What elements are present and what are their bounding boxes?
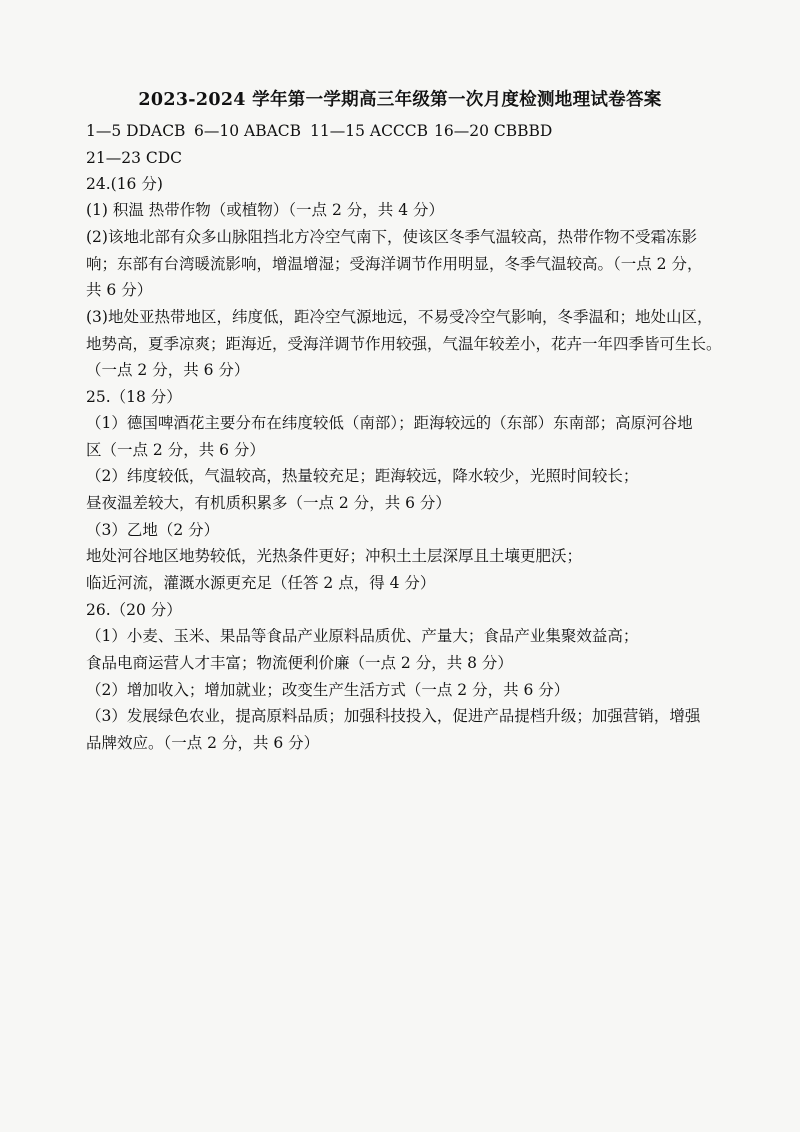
mc-group-21-23: 21—23 CDC <box>86 149 183 167</box>
q25-part3-line2: 地处河谷地区地势较低，光热条件更好；冲积土土层深厚且土壤更肥沃； <box>86 547 583 565</box>
q26-part3-line2: 品牌效应。（一点 2 分，共 6 分） <box>86 734 320 752</box>
q24-part2-line2: 响；东部有台湾暖流影响，增温增湿；受海洋调节作用明显，冬季气温较高。（一点 2 分， <box>86 255 703 273</box>
q25-part2-line1: （2）纬度较低，气温较高，热量较充足；距海较远，降水较少，光照时间较长； <box>86 467 639 485</box>
q26-part2: （2）增加收入；增加就业；改变生产生活方式（一点 2 分，共 6 分） <box>86 681 570 699</box>
q24-part3-line3: （一点 2 分，共 6 分） <box>86 361 250 379</box>
q26-part3-line1: （3）发展绿色农业，提高原料品质；加强科技投入，促进产品提档升级；加强营销，增强 <box>86 707 701 725</box>
q25-part1-line1: （1）德国啤酒花主要分布在纬度较低（南部）；距海较远的（东部）东南部；高原河谷地 <box>86 414 693 432</box>
q26-heading: 26.（20 分） <box>86 601 182 619</box>
q25-part3-line3: 临近河流，灌溉水源更充足（任答 2 点，得 4 分） <box>86 574 436 592</box>
mc-group-1-5: 1—5 DDACB <box>86 122 186 140</box>
q25-heading: 25.（18 分） <box>86 388 182 406</box>
mc-group-16-20: 16—20 CBBBD <box>434 122 553 140</box>
q24-part2-line1: (2)该地北部有众多山脉阻挡北方冷空气南下，使该区冬季气温较高，热带作物不受霜冻影 <box>86 228 697 246</box>
mc-answers-row-1 <box>86 120 786 142</box>
q24-part3-line2: 地势高，夏季凉爽；距海近，受海洋调节作用较强，气温年较差小，花卉一年四季皆可生长。 <box>86 335 722 353</box>
q24-heading: 24.(16 分) <box>86 175 163 193</box>
q25-part1-line2: 区（一点 2 分，共 6 分） <box>86 441 265 459</box>
q26-part1-line1: （1）小麦、玉米、果品等食品产业原料品质优、产量大；食品产业集聚效益高； <box>86 627 639 645</box>
q26-part1-line2: 食品电商运营人才丰富；物流便利价廉（一点 2 分，共 8 分） <box>86 654 513 672</box>
q25-part2-line2: 昼夜温差较大，有机质积累多（一点 2 分，共 6 分） <box>86 494 451 512</box>
q25-part3-line1: （3）乙地（2 分） <box>86 521 220 539</box>
mc-group-6-10: 6—10 ABACB <box>194 122 302 140</box>
q24-part2-line3: 共 6 分） <box>86 281 153 299</box>
q24-part1: (1) 积温 热带作物（或植物）（一点 2 分，共 4 分） <box>86 201 444 219</box>
q24-part3-line1: (3)地处亚热带地区，纬度低，距冷空气源地远，不易受冷空气影响，冬季温和；地处山区， <box>86 308 713 326</box>
mc-group-11-15: 11—15 ACCCB <box>310 122 429 140</box>
page-title: 2023-2024 学年第一学期高三年级第一次月度检测地理试卷答案 <box>138 90 662 110</box>
